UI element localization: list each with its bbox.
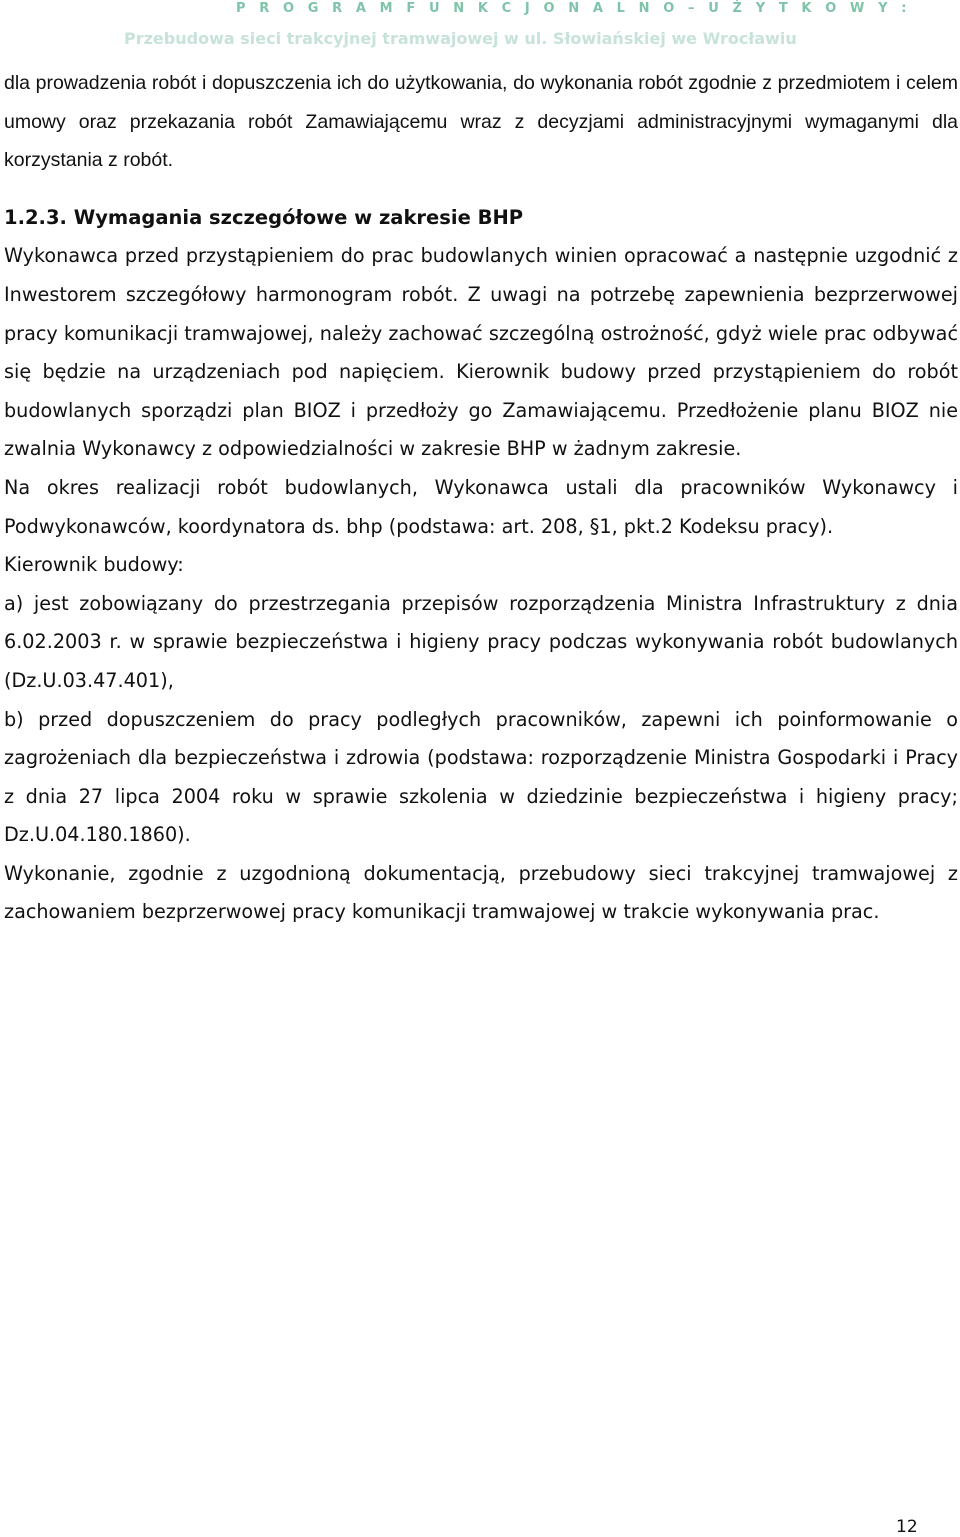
intro-paragraph: dla prowadzenia robót i dopuszczenia ich do użytkowania, do wykonania robót zgodnie z przedmiotem i celem umowy oraz przekazania robót Zamawiającemu wraz z decyzjami administracyjnymi wymaganymi dla korzystania z robót. [4, 72, 958, 172]
list-item-a: a) jest zobowiązany do przestrzegania przepisów rozporządzenia Ministra Infrastruktury z dnia 6.02.2003 r. w sprawie bezpieczeństwa i higieny pracy podczas wykonywania robót budowlanych (Dz.U.03.47.401), [4, 591, 958, 692]
section-heading: 1.2.3. Wymagania szczegółowe w zakresie BHP [4, 205, 524, 229]
paragraph-bhp-requirements: Wykonawca przed przystąpieniem do prac budowlanych winien opracować a następnie uzgodnić z Inwestorem szczegółowy harmonogram robót. Z uwagi na potrzebę zapewnienia bezprzerwowej pracy komunikacji tramwajowej, należy zachować szczególną ostrożność, gdyż wiele prac odbywać się będzie na urządzeniach pod napięciem. Kierownik budowy przed przystąpieniem do robót budowlanych sporządzi plan BIOZ i przedłoży go Zamawiającemu. Przedłożenie planu BIOZ nie zwalnia Wykonawcy z odpowiedzialności w zakresie BHP w żadnym zakresie. [4, 244, 958, 461]
document-subtitle: Przebudowa sieci trakcyjnej tramwajowej w ul. Słowiańskiej we Wrocławiu [124, 29, 797, 48]
document-body [4, 64, 958, 932]
paragraph-coordinator: Na okres realizacji robót budowlanych, Wykonawca ustali dla pracowników Wykonawcy i Podwykonawców, koordynatora ds. bhp (podstawa: art. 208, §1, pkt.2 Kodeksu pracy). [4, 475, 958, 538]
page-number: 12 [896, 1517, 918, 1537]
document-title: P R O G R A M F U N K C J O N A L N O – U Ż Y T K O W Y : [236, 1, 912, 16]
list-item-b: b) przed dopuszczeniem do pracy podległych pracowników, zapewni ich poinformowanie o zagrożeniach dla bezpieczeństwa i zdrowia (podstawa: rozporządzenie Ministra Gospodarki i Pracy z dnia 27 lipca 2004 roku w sprawie szkolenia w dziedzinie bezpieczeństwa i higieny pracy; Dz.U.04.180.1860). [4, 707, 958, 847]
paragraph-execution: Wykonanie, zgodnie z uzgodnioną dokumentacją, przebudowy sieci trakcyjnej tramwajowej z zachowaniem bezprzerwowej pracy komunikacji tramwajowej w trakcie wykonywania prac. [4, 861, 958, 924]
paragraph-site-manager: Kierownik budowy: [4, 553, 184, 577]
